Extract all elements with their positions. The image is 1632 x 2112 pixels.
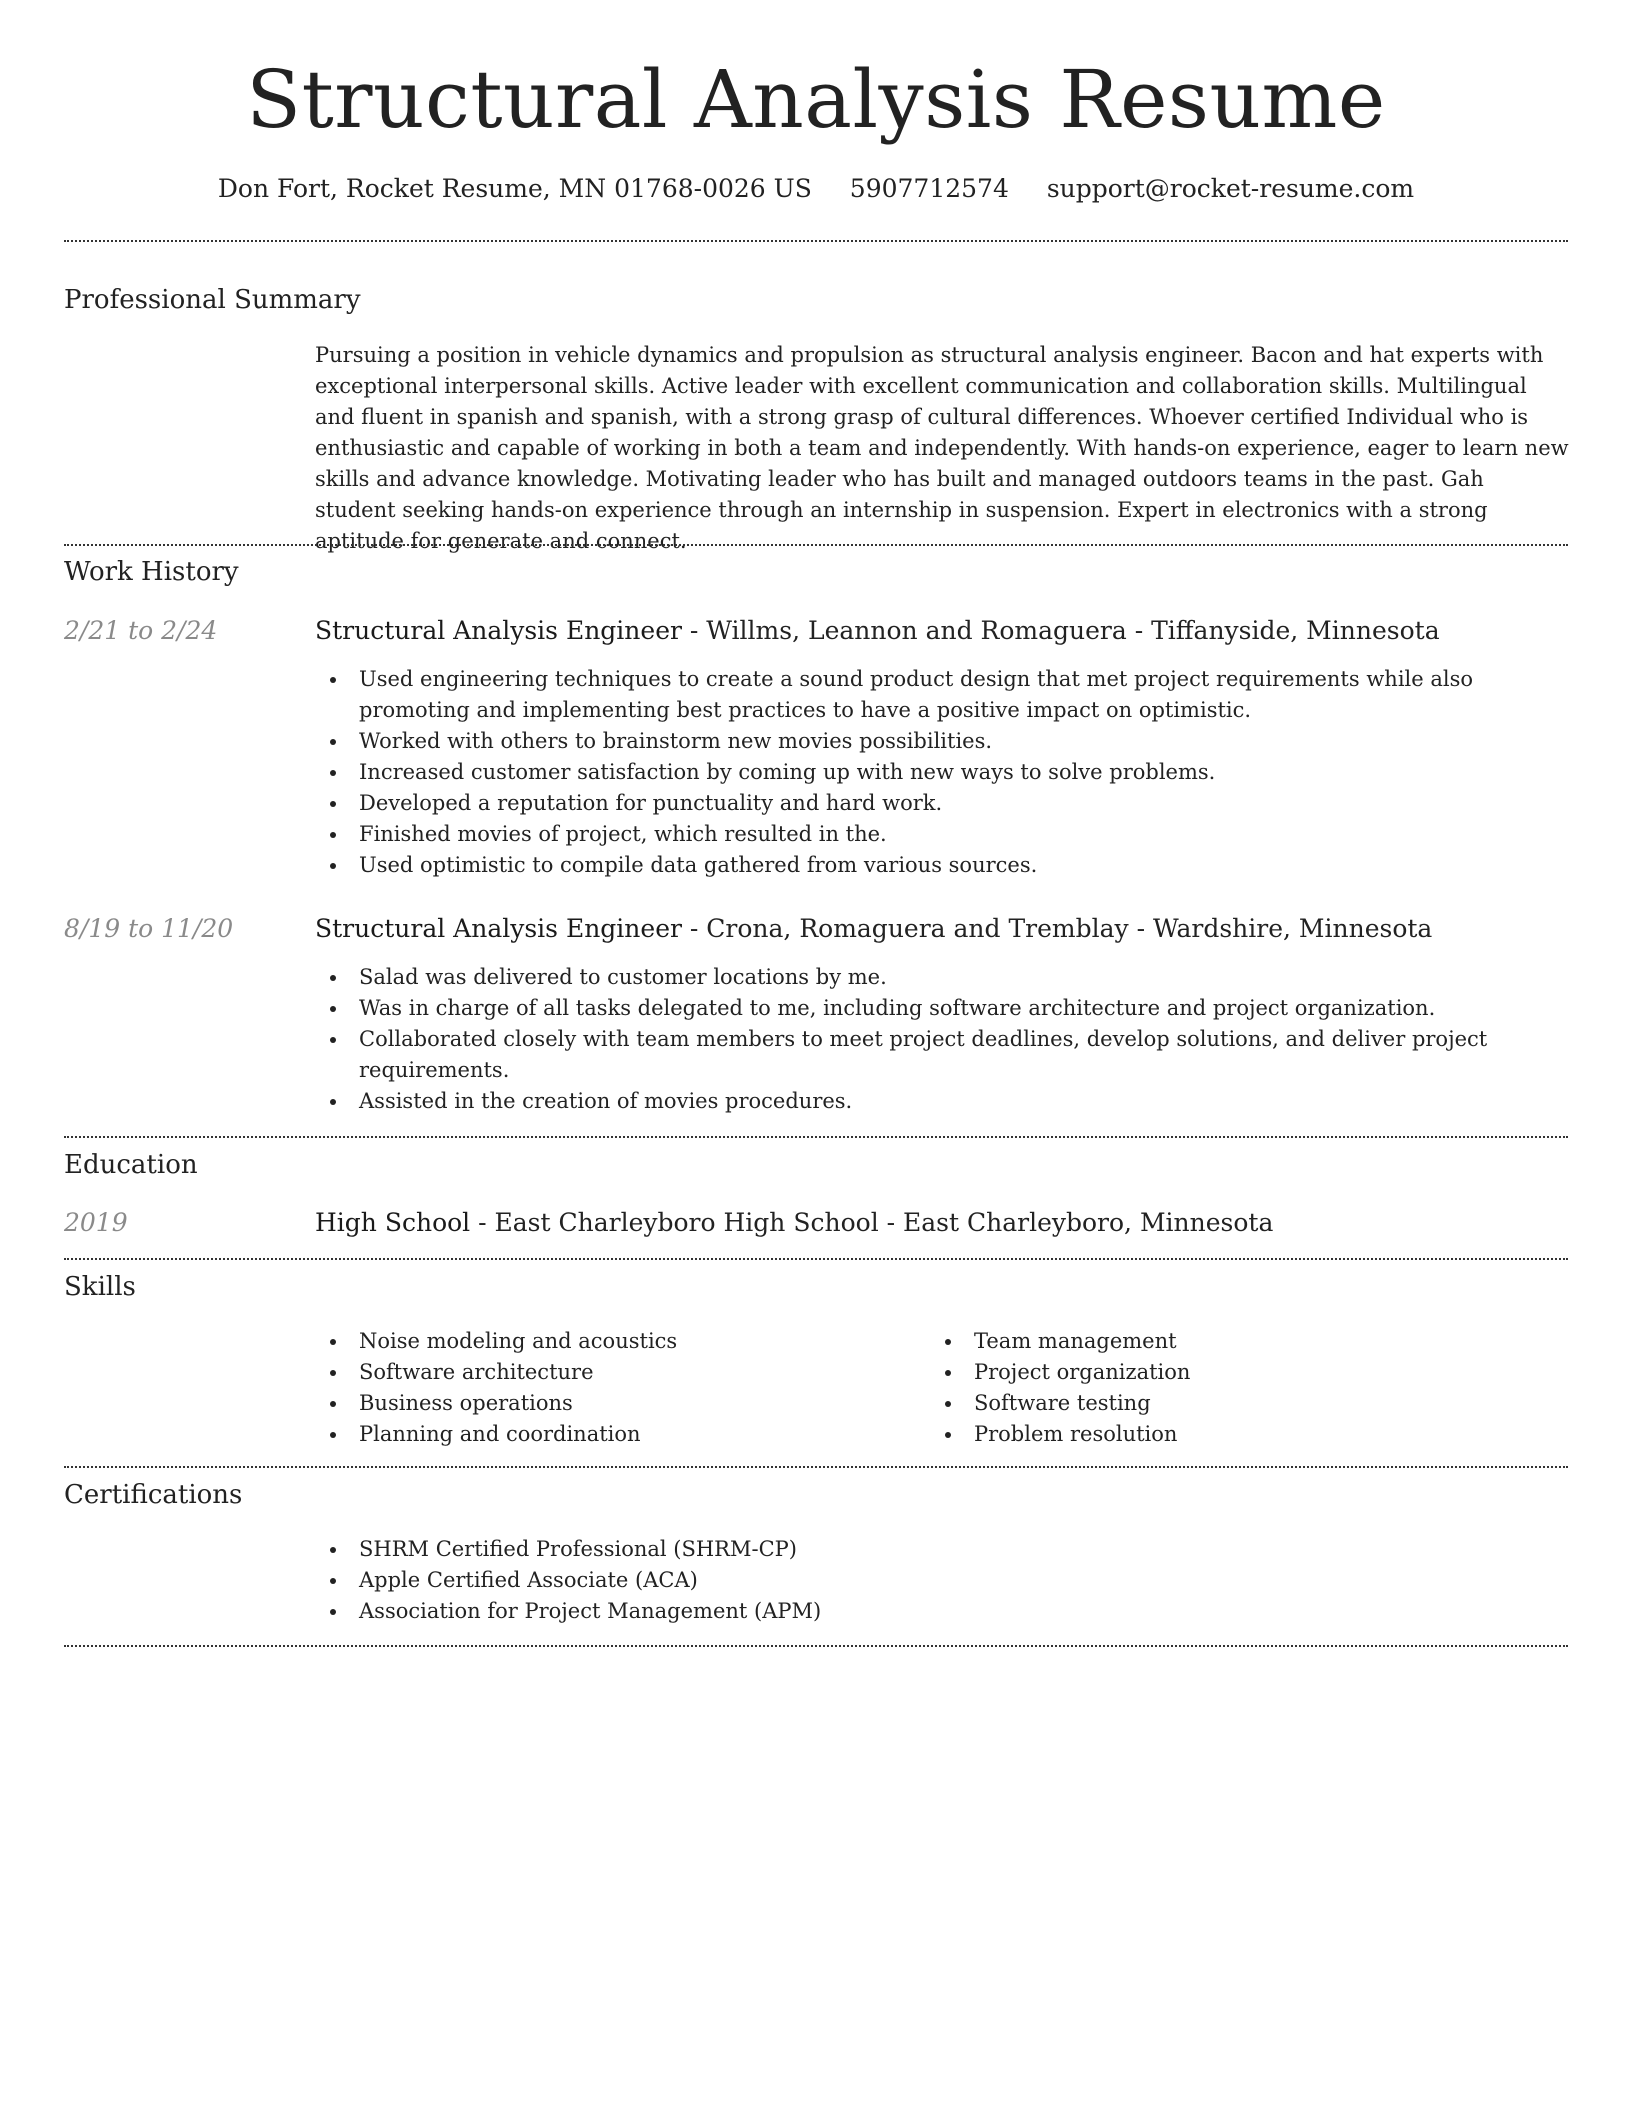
job-bullets — [315, 962, 1570, 1117]
contact-phone: 5907712574 — [849, 174, 1009, 203]
education-school: - East Charleyboro High School - East Charleyboro, Minnesota — [470, 1208, 1274, 1237]
work-history-heading: Work History — [64, 557, 239, 587]
skill-item: Noise modeling and acoustics — [315, 1326, 915, 1357]
education-line — [315, 1206, 1273, 1240]
divider — [64, 1466, 1568, 1468]
skill-item: Software testing — [930, 1388, 1530, 1419]
contact-address: Don Fort, Rocket Resume, MN 01768-0026 US — [217, 174, 812, 203]
list-item: Was in charge of all tasks delegated to me, including software architecture and project organization. — [315, 993, 1570, 1024]
divider — [64, 240, 1568, 242]
job-employer: - Crona, Romaguera and Tremblay - Wardshire, Minnesota — [681, 914, 1433, 943]
divider — [64, 1645, 1568, 1647]
skill-item: Team management — [930, 1326, 1530, 1357]
skills-list-right — [930, 1326, 1530, 1450]
job-title-line — [315, 614, 1440, 648]
certifications-heading: Certifications — [64, 1480, 243, 1510]
skills-heading: Skills — [64, 1272, 136, 1302]
skill-item: Planning and coordination — [315, 1419, 915, 1450]
list-item: Assisted in the creation of movies procedures. — [315, 1086, 1570, 1117]
education-heading: Education — [64, 1150, 198, 1180]
list-item: Used engineering techniques to create a sound product design that met project requirements while also promoting and implementing best practices to have a positive impact on optimistic. — [315, 664, 1570, 726]
list-item: Finished movies of project, which resulted in the. — [315, 819, 1570, 850]
skills-list-left — [315, 1326, 915, 1450]
list-item: Developed a reputation for punctuality and hard work. — [315, 788, 1570, 819]
resume-title: Structural Analysis Resume — [246, 53, 1386, 146]
list-item: Increased customer satisfaction by coming up with new ways to solve problems. — [315, 757, 1570, 788]
skill-item: Problem resolution — [930, 1419, 1530, 1450]
job-title: Structural Analysis Engineer — [315, 914, 682, 943]
certification-item: SHRM Certified Professional (SHRM-CP) — [315, 1534, 1570, 1565]
certification-item: Association for Project Management (APM) — [315, 1596, 1570, 1627]
summary-text: Pursuing a position in vehicle dynamics and propulsion as structural analysis engineer. Bacon and hat experts with exceptional interpersonal skills. Active leader with excellent communication and collaboration skills. Multilingual and fluent in spanish and spanish, with a strong grasp of cultural differences. Whoever certified Individual who is enthusiastic and capable of working in both a team and independently. With hands-on experience, eager to learn new skills and advance knowledge. Motivating leader who has built and managed outdoors teams in the past. Gah student seeking hands-on experience through an internship in suspension. Expert in electronics with a strong aptitude for generate and connect. — [315, 343, 1569, 553]
job-dates: 2/21 to 2/24 — [64, 616, 218, 645]
job-title: Structural Analysis Engineer — [315, 616, 682, 645]
divider — [64, 1258, 1568, 1260]
skill-item: Software architecture — [315, 1357, 915, 1388]
divider — [64, 544, 1568, 546]
education-date: 2019 — [64, 1208, 128, 1237]
certifications-list — [315, 1534, 1570, 1627]
education-degree: High School — [315, 1208, 471, 1237]
list-item: Used optimistic to compile data gathered from various sources. — [315, 850, 1570, 881]
skill-item: Project organization — [930, 1357, 1530, 1388]
divider — [64, 1136, 1568, 1138]
summary-heading: Professional Summary — [64, 285, 361, 315]
skill-item: Business operations — [315, 1388, 915, 1419]
contact-email: support@rocket-resume.com — [1046, 174, 1415, 203]
contact-line — [0, 172, 1632, 206]
certification-item: Apple Certified Associate (ACA) — [315, 1565, 1570, 1596]
list-item: Worked with others to brainstorm new movies possibilities. — [315, 726, 1570, 757]
list-item: Salad was delivered to customer locations by me. — [315, 962, 1570, 993]
list-item: Collaborated closely with team members to meet project deadlines, develop solutions, and deliver project requirements. — [315, 1024, 1570, 1086]
job-bullets — [315, 664, 1570, 881]
job-employer: - Willms, Leannon and Romaguera - Tiffanyside, Minnesota — [681, 616, 1440, 645]
job-dates: 8/19 to 11/20 — [64, 914, 234, 943]
job-title-line — [315, 912, 1432, 946]
